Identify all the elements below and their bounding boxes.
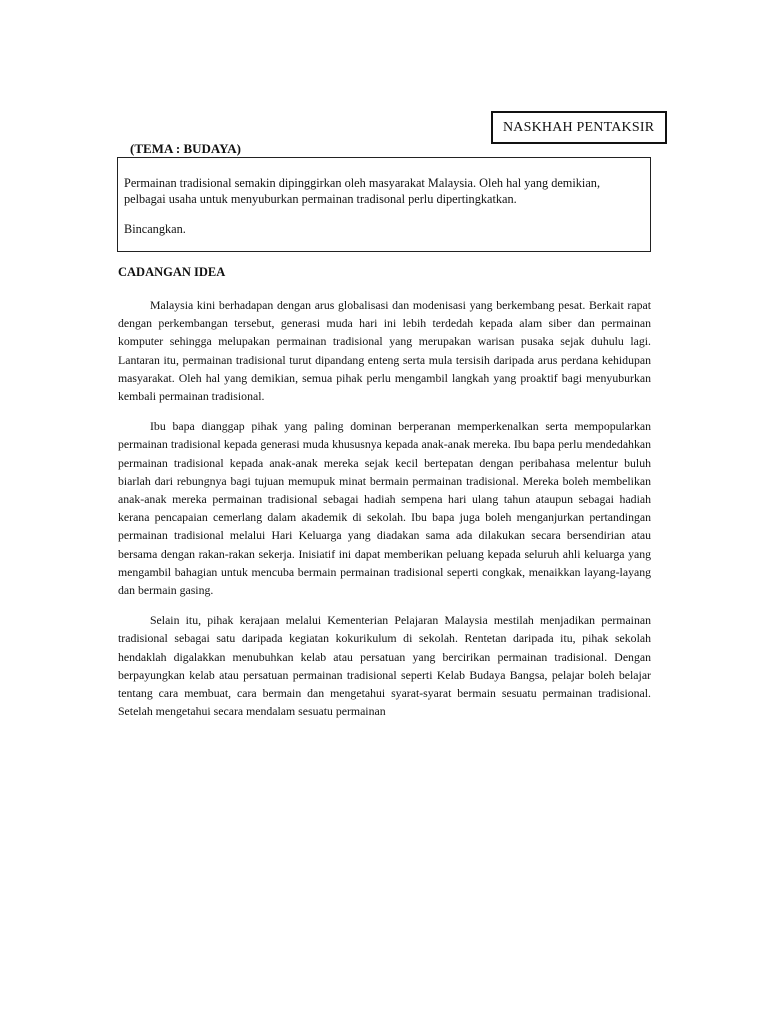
paragraph-1: Malaysia kini berhadapan dengan arus globalisasi dan modenisasi yang berkembang pesat. Berkait rapat dengan perkembangan tersebut, generasi muda hari ini lebih terdedah kepada alam siber dan permainan komputer sehingga melupakan permainan tradisional yang merupakan warisan pusaka sejak duhulu lagi. Lantaran itu, permainan tradisional turut dipandang enteng serta mula tersisih daripada arus perdana kehidupan masyarakat. Oleh hal yang demikian, semua pihak perlu mengambil langkah yang proaktif bagi menyuburkan kembali permainan tradisional.	[118, 298, 651, 404]
paragraph-2: Ibu bapa dianggap pihak yang paling dominan berperanan memperkenalkan serta mempopularkan permainan tradisional kepada generasi muda khususnya kepada anak-anak mereka. Ibu bapa perlu mendedahkan permainan tradisional kepada anak-anak mereka sejak kecil bertepatan dengan peribahasa melentur buluh biarlah dari rebungnya bagi tujuan memupuk minat bermain permainan tradisional. Mereka boleh membelikan anak-anak mereka permainan tradisional sebagai hadiah sempena hari ulang tahun ataupun sebagai hadiah kerana pencapaian cemerlang dalam akademik di sekolah. Ibu bapa juga boleh menganjurkan pertandingan permainan tradisional melalui Hari Keluarga yang diadakan sama ada dilakukan secara bersendirian atau bersama dengan rakan-rakan sekerja. Inisiatif ini dapat memberikan peluang kepada seluruh ahli keluarga yang mengambil bahagian untuk mencuba bermain permainan tradisional seperti congkak, menaikkan layang-layang dan bermain gasing.	[118, 419, 651, 598]
essay-body	[118, 296, 651, 732]
section-heading: CADANGAN IDEA	[118, 265, 226, 279]
question-instruction: Bincangkan.	[124, 222, 186, 236]
theme-label: (TEMA : BUDAYA)	[130, 141, 241, 156]
assessor-copy-label: NASKHAH PENTAKSIR	[491, 111, 667, 144]
question-prompt: Permainan tradisional semakin dipinggirkan oleh masyarakat Malaysia. Oleh hal yang demikian, pelbagai usaha untuk menyuburkan permainan tradisonal perlu dipertingkatkan.	[124, 176, 601, 206]
question-box	[117, 157, 651, 252]
paragraph-3: Selain itu, pihak kerajaan melalui Kementerian Pelajaran Malaysia mestilah menjadikan permainan tradisional sebagai satu daripada kegiatan kokurikulum di sekolah. Rentetan daripada itu, pihak sekolah hendaklah digalakkan menubuhkan kelab atau persatuan yang bercirikan permainan tradisional. Dengan berpayungkan kelab atau persatuan permainan tradisional seperti Kelab Budaya Bangsa, pelajar boleh belajar tentang cara membuat, cara bermain dan mengetahui syarat-syarat bermain sesuatu permainan tradisional. Setelah mengetahui secara mendalam sesuatu permainan	[118, 613, 651, 719]
